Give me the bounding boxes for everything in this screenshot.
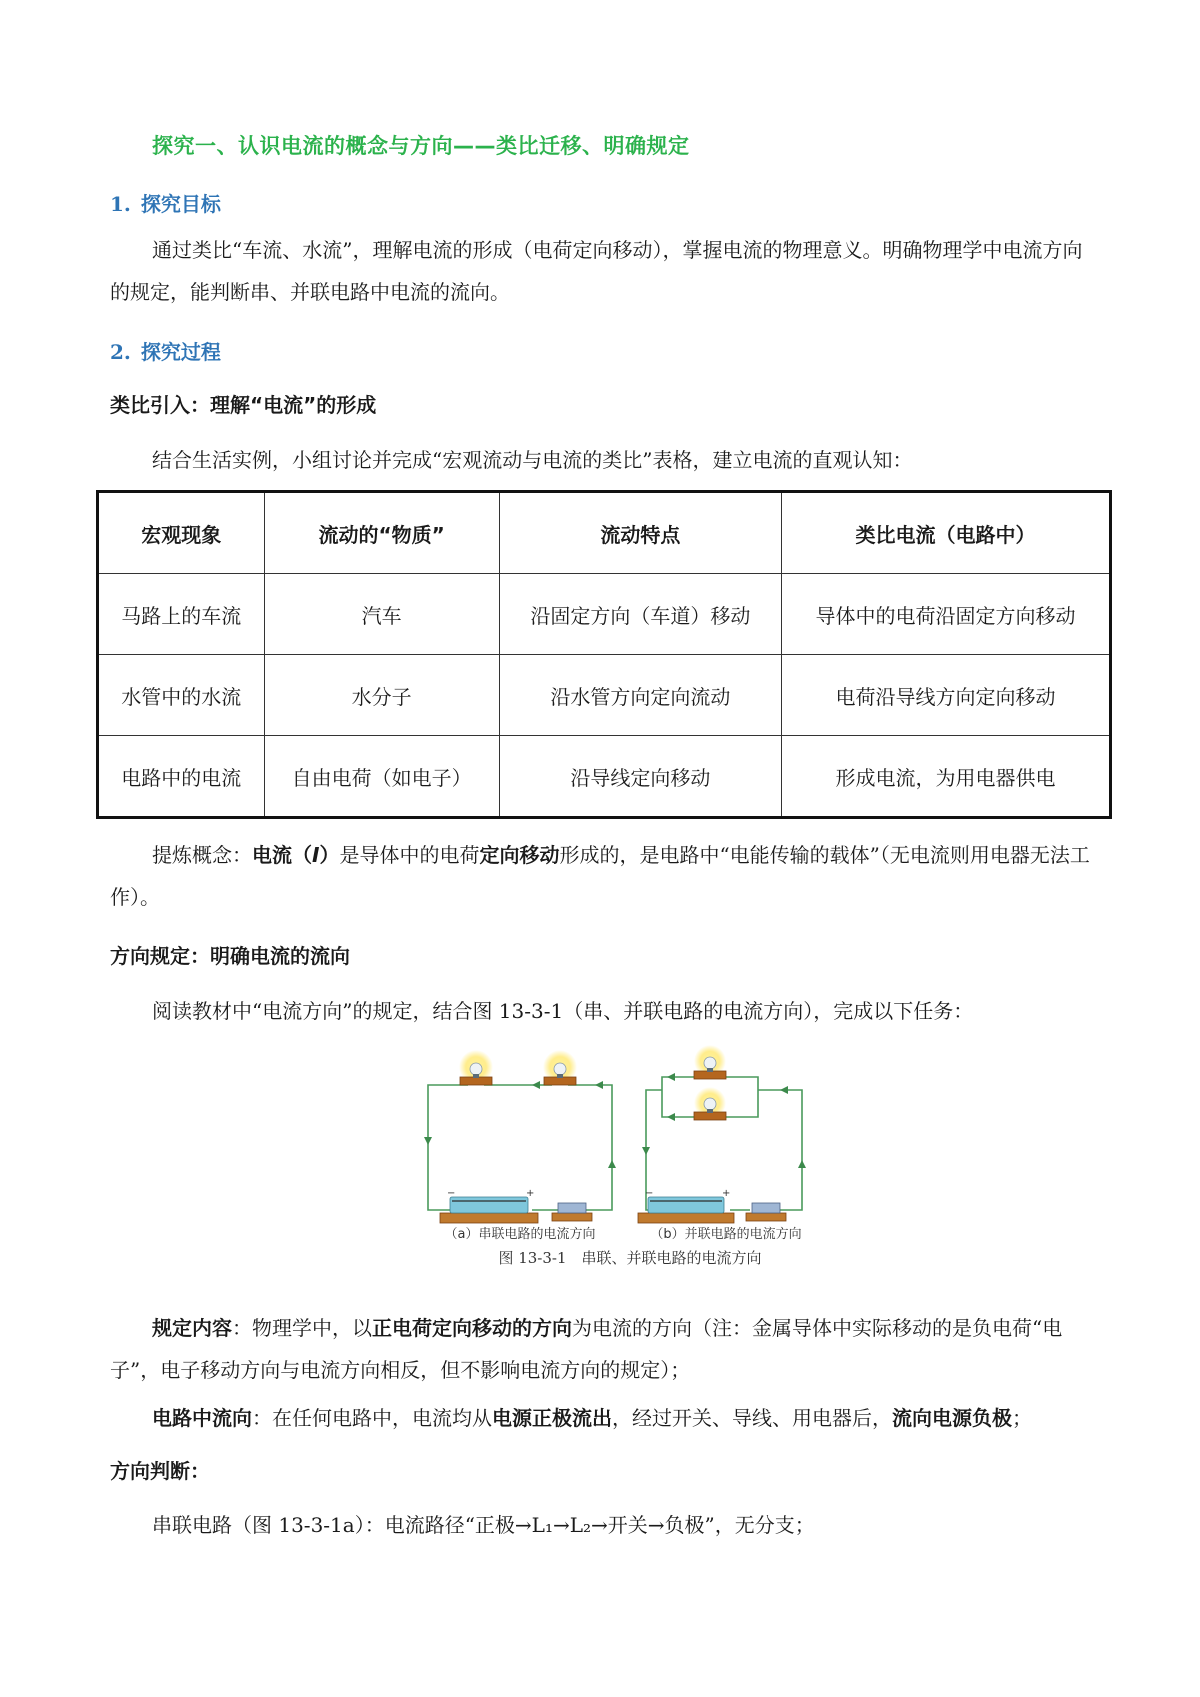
current-symbol: I — [312, 843, 320, 867]
concept-term-end: ） — [319, 843, 340, 867]
flow-key1: 电源正极流出 — [492, 1406, 612, 1430]
analogy-heading: 类比引入：理解“电流”的形成 — [110, 393, 377, 417]
concept-term: 电流（ — [252, 843, 312, 867]
rule-key: 正电荷定向移动的方向 — [372, 1316, 572, 1340]
table-header-cell: 类比电流（电路中） — [782, 492, 1111, 574]
section-title: 探究一、认识电流的概念与方向——类比迁移、明确规定 — [152, 134, 690, 158]
table-cell: 汽车 — [264, 574, 499, 655]
flow-end: ； — [1012, 1406, 1032, 1430]
circuit-diagram — [420, 1045, 840, 1240]
process-heading-text: 探究过程 — [140, 340, 221, 364]
goal-heading-text: 探究目标 — [140, 192, 221, 216]
direction-heading: 方向规定：明确电流的流向 — [110, 944, 350, 968]
analogy-intro-text: 结合生活实例，小组讨论并完成“宏观流动与电流的类比”表格，建立电流的直观认知： — [152, 448, 913, 472]
rule-paragraph — [110, 1307, 1100, 1391]
concept-key: 定向移动 — [479, 843, 560, 867]
goal-heading — [110, 188, 221, 217]
figure-caption: 图 13-3-1 串联、并联电路的电流方向 — [498, 1249, 762, 1267]
table-header-cell: 流动特点 — [499, 492, 781, 574]
table-row — [98, 655, 1111, 736]
series-text: 串联电路（图 13-3-1a）：电流路径“正极→L₁→L₂→开关→负极”，无分支； — [152, 1513, 815, 1537]
rule-label: 规定内容 — [152, 1316, 232, 1340]
concept-paragraph — [110, 834, 1100, 918]
table-header-cell: 宏观现象 — [98, 492, 265, 574]
table-cell: 导体中的电荷沿固定方向移动 — [782, 574, 1111, 655]
table-row — [98, 574, 1111, 655]
circuit-figure — [420, 1045, 840, 1275]
flow-text1: ：在任何电路中，电流均从 — [252, 1406, 492, 1430]
parallel-circuit — [638, 1045, 806, 1223]
rule-colon: ：物理学中，以 — [232, 1316, 372, 1340]
series-circuit — [424, 1050, 616, 1223]
table-cell: 沿导线定向移动 — [499, 736, 781, 818]
rule-rest: 为电流的方向（注：金属导体中实际移动的是负电荷“电子”，电子移动方向与电流方向相反，但不影响电流方向的规定）； — [110, 1316, 1063, 1382]
figure-label-b: （b）并联电路的电流方向 — [650, 1227, 802, 1240]
concept-rest: 形成的，是电路中“电能传输的载体”（无电流则用电器无法工作）。 — [110, 843, 1090, 909]
table-cell: 水管中的水流 — [98, 655, 265, 736]
judge-heading: 方向判断： — [110, 1459, 210, 1483]
concept-prefix: 提炼概念： — [152, 843, 252, 867]
flow-label: 电路中流向 — [152, 1406, 252, 1430]
svg-text:−: − — [645, 1188, 654, 1199]
figure-label-a: （a）串联电路的电流方向 — [444, 1227, 596, 1240]
flow-text2: ，经过开关、导线、用电器后， — [612, 1406, 892, 1430]
svg-text:+: + — [526, 1188, 535, 1199]
flow-key2: 流向电源负极 — [892, 1406, 1012, 1430]
process-heading — [110, 336, 221, 365]
goal-paragraph: 通过类比“车流、水流”，理解电流的形成（电荷定向移动），掌握电流的物理意义。明确物理学中电流方向的规定，能判断串、并联电路中电流的流向。 — [110, 238, 1083, 304]
table-cell: 电荷沿导线方向定向移动 — [782, 655, 1111, 736]
table-cell: 形成电流，为用电器供电 — [782, 736, 1111, 818]
table-cell: 马路上的车流 — [98, 574, 265, 655]
table-cell: 水分子 — [264, 655, 499, 736]
direction-text: 阅读教材中“电流方向”的规定，结合图 13-3-1（串、并联电路的电流方向），完成以下任务： — [152, 999, 974, 1023]
table-cell: 自由电荷（如电子） — [264, 736, 499, 818]
concept-mid: 是导体中的电荷 — [339, 843, 480, 867]
flow-paragraph — [152, 1402, 1032, 1431]
goal-number: 1. — [110, 192, 131, 216]
table-cell: 电路中的电流 — [98, 736, 265, 818]
svg-text:−: − — [447, 1188, 456, 1199]
table-header-cell: 流动的“物质” — [264, 492, 499, 574]
process-number: 2. — [110, 340, 131, 364]
analogy-table — [96, 490, 1112, 819]
table-cell: 沿水管方向定向流动 — [499, 655, 781, 736]
table-row — [98, 736, 1111, 818]
svg-text:+: + — [722, 1188, 731, 1199]
table-header-row — [98, 492, 1111, 574]
table-cell: 沿固定方向（车道）移动 — [499, 574, 781, 655]
